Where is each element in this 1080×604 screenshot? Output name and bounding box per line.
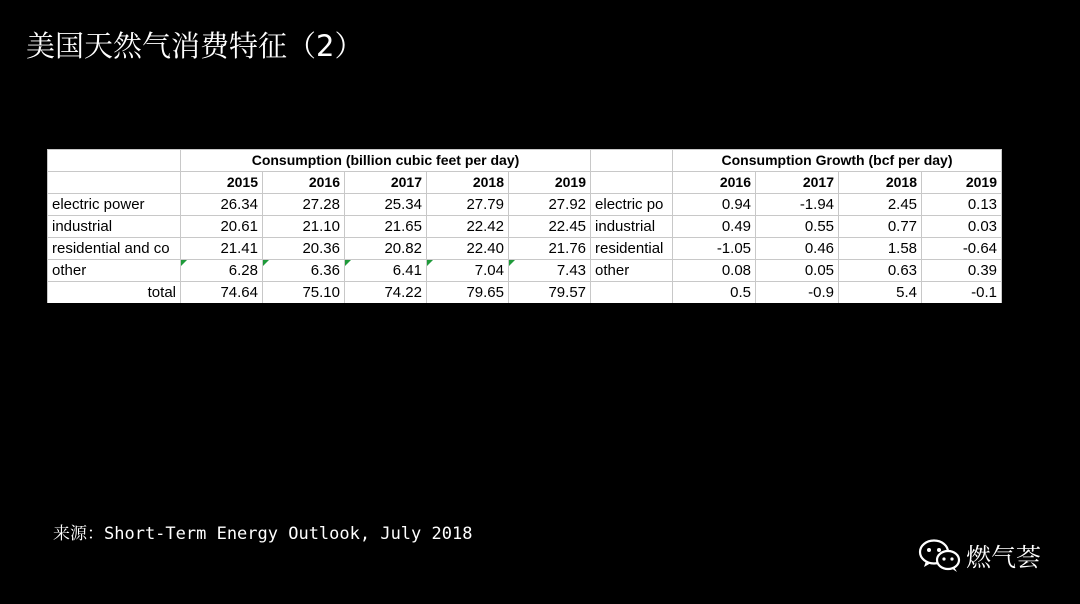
year-cell: 2015: [181, 172, 263, 194]
error-flag-marker: [345, 260, 351, 266]
value-cell: 6.28: [181, 260, 263, 282]
table-row: [48, 238, 1002, 260]
growth-cell: 0.05: [756, 260, 839, 282]
value-cell: 22.42: [427, 216, 509, 238]
growth-cell: 0.77: [839, 216, 922, 238]
table-header-row: [48, 150, 1002, 172]
table-row: [48, 194, 1002, 216]
error-flag-marker: [427, 260, 433, 266]
total-growth-cell: -0.1: [922, 282, 1002, 304]
total-growth-cell: 5.4: [839, 282, 922, 304]
total-row: [48, 282, 1002, 304]
year-cell: 2017: [345, 172, 427, 194]
growth-cell: 0.55: [756, 216, 839, 238]
value-cell: 22.40: [427, 238, 509, 260]
growth-row-label: electric po: [591, 194, 673, 216]
value-cell: 21.65: [345, 216, 427, 238]
year-cell: 2019: [922, 172, 1002, 194]
row-label: industrial: [48, 216, 181, 238]
value-cell: 22.45: [509, 216, 591, 238]
value-cell: 26.34: [181, 194, 263, 216]
source-note: 来源：Short-Term Energy Outlook, July 2018: [53, 524, 473, 544]
value-cell: 21.41: [181, 238, 263, 260]
growth-cell: 0.13: [922, 194, 1002, 216]
error-flag-marker: [509, 260, 515, 266]
growth-cell: 0.39: [922, 260, 1002, 282]
year-row: [48, 172, 1002, 194]
growth-row-label: industrial: [591, 216, 673, 238]
value-cell: 7.04: [427, 260, 509, 282]
total-growth-cell: -0.9: [756, 282, 839, 304]
row-label: other: [48, 260, 181, 282]
brand-name: 燃气荟: [966, 543, 1042, 572]
year-cell: 2019: [509, 172, 591, 194]
value-cell: 20.82: [345, 238, 427, 260]
consumption-header: Consumption (billion cubic feet per day): [181, 150, 591, 172]
slide-title: 美国天然气消费特征（2）: [26, 29, 364, 63]
row-label: electric power: [48, 194, 181, 216]
growth-cell: -0.64: [922, 238, 1002, 260]
table-row: [48, 216, 1002, 238]
value-cell: 21.10: [263, 216, 345, 238]
growth-cell: 0.08: [673, 260, 756, 282]
growth-row-label: other: [591, 260, 673, 282]
year-cell: 2018: [839, 172, 922, 194]
growth-cell: 0.49: [673, 216, 756, 238]
value-cell: 6.41: [345, 260, 427, 282]
total-cell: 75.10: [263, 282, 345, 304]
growth-cell: 0.63: [839, 260, 922, 282]
brand-watermark: [918, 538, 1041, 574]
total-cell: 74.22: [345, 282, 427, 304]
growth-cell: 0.94: [673, 194, 756, 216]
value-cell: 27.28: [263, 194, 345, 216]
consumption-table: [47, 149, 1002, 304]
value-cell: 20.61: [181, 216, 263, 238]
year-cell: 2017: [756, 172, 839, 194]
growth-cell: -1.94: [756, 194, 839, 216]
wechat-icon: [918, 538, 962, 574]
year-cell: 2016: [673, 172, 756, 194]
total-cell: 79.57: [509, 282, 591, 304]
error-flag-marker: [181, 260, 187, 266]
growth-header: Consumption Growth (bcf per day): [673, 150, 1002, 172]
value-cell: 21.76: [509, 238, 591, 260]
year-cell: 2018: [427, 172, 509, 194]
growth-cell: 1.58: [839, 238, 922, 260]
value-cell: 7.43: [509, 260, 591, 282]
growth-cell: 2.45: [839, 194, 922, 216]
value-cell: 6.36: [263, 260, 345, 282]
value-cell: 27.79: [427, 194, 509, 216]
row-label: residential and co: [48, 238, 181, 260]
value-cell: 25.34: [345, 194, 427, 216]
growth-cell: 0.03: [922, 216, 1002, 238]
growth-cell: 0.46: [756, 238, 839, 260]
total-cell: 79.65: [427, 282, 509, 304]
growth-row-label: residential: [591, 238, 673, 260]
growth-cell: -1.05: [673, 238, 756, 260]
value-cell: 20.36: [263, 238, 345, 260]
total-cell: 74.64: [181, 282, 263, 304]
value-cell: 27.92: [509, 194, 591, 216]
table-row: [48, 260, 1002, 282]
total-growth-cell: 0.5: [673, 282, 756, 304]
total-label: total: [48, 282, 181, 304]
error-flag-marker: [263, 260, 269, 266]
year-cell: 2016: [263, 172, 345, 194]
